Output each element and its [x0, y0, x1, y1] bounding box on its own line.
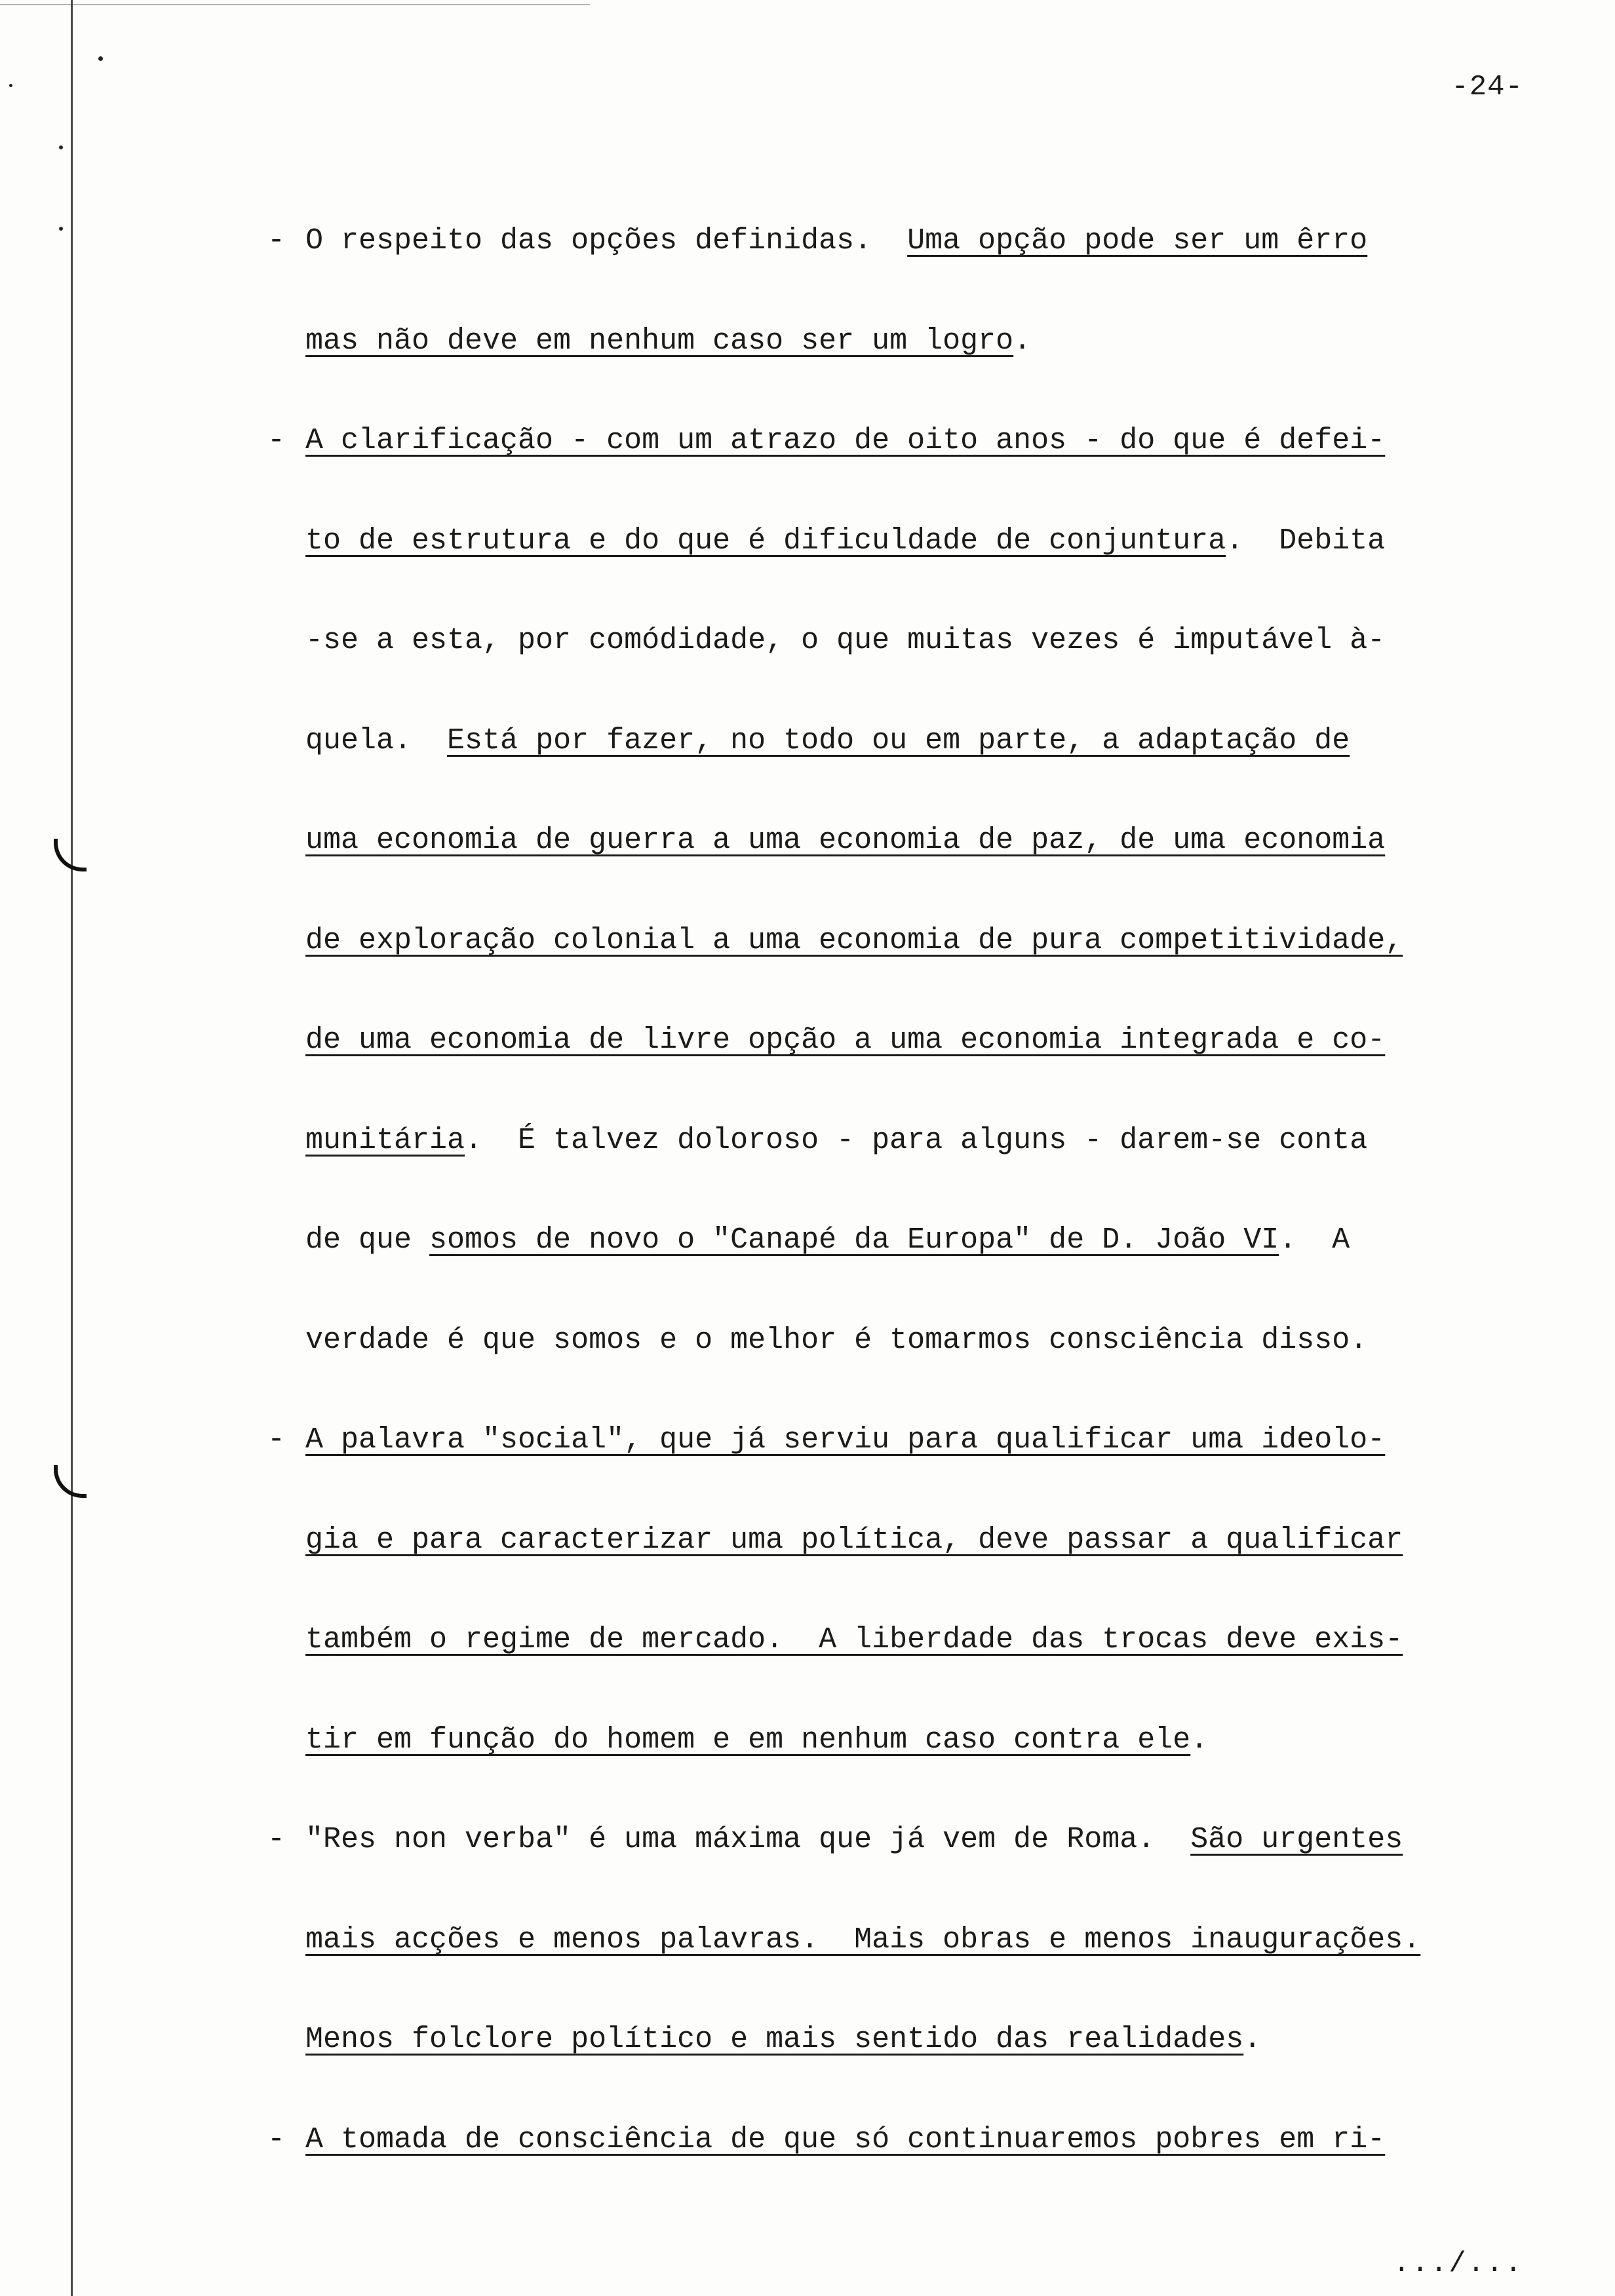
text-segment: .	[1243, 2023, 1262, 2056]
text-line	[305, 423, 1385, 459]
text-line	[305, 1922, 1420, 1959]
text-line	[305, 723, 1350, 759]
page-number: -24-	[1451, 71, 1523, 104]
underlined-text: A tomada de consciência de que só continuaremos pobres em ri-	[305, 2123, 1386, 2156]
bullet-dash: -	[267, 424, 286, 457]
binding-hook-mark	[54, 1465, 87, 1498]
text-segment: "Res non verba" é uma máxima que já vem de Roma.	[305, 1823, 1191, 1856]
underlined-text: de exploração colonial a uma economia de pura competitividade,	[305, 924, 1403, 957]
underlined-text: de uma economia de livre opção a uma economia integrada e co-	[305, 1024, 1386, 1057]
underlined-text: também o regime de mercado. A liberdade das trocas deve exis-	[305, 1623, 1403, 1656]
text-line	[305, 923, 1403, 959]
binding-hook-mark	[54, 839, 87, 871]
text-line	[305, 2122, 1385, 2158]
text-segment: O respeito das opções definidas.	[305, 224, 908, 258]
underlined-text: Uma opção pode ser um êrro	[907, 224, 1368, 258]
underlined-text: mas não deve em nenhum caso ser um logro	[305, 324, 1014, 358]
text-segment: . Debita	[1226, 524, 1386, 558]
underlined-text: A clarificação - com um atrazo de oito anos - do que é defei-	[305, 424, 1386, 457]
text-line	[305, 1422, 1385, 1459]
text-line	[305, 523, 1385, 560]
text-line	[305, 1122, 1367, 1159]
underlined-text: São urgentes	[1190, 1823, 1403, 1856]
text-line	[305, 1822, 1403, 1858]
underlined-text: munitária	[305, 1124, 465, 1157]
text-line	[305, 223, 1367, 259]
underlined-text: Está por fazer, no todo ou em parte, a adaptação de	[447, 724, 1350, 757]
bullet-dash: -	[267, 1823, 286, 1856]
underlined-text: A palavra "social", que já serviu para qualificar uma ideolo-	[305, 1423, 1386, 1457]
margin-dot	[98, 56, 103, 61]
underlined-text: gia e para caracterizar uma política, deve passar a qualificar	[305, 1523, 1403, 1557]
text-segment: . A	[1279, 1223, 1350, 1257]
text-segment: quela.	[305, 724, 448, 757]
margin-rule	[71, 0, 73, 2296]
text-line	[305, 2021, 1261, 2058]
underlined-text: tir em função do homem e em nenhum caso contra ele	[305, 1723, 1191, 1757]
bullet-dash: -	[267, 224, 286, 258]
text-line	[305, 323, 1031, 360]
text-segment: .	[1013, 324, 1032, 358]
margin-dot	[59, 145, 63, 149]
text-line	[305, 1322, 1367, 1359]
text-segment: verdade é que somos e o melhor é tomarmos consciência disso.	[305, 1324, 1368, 1357]
text-segment: de que	[305, 1223, 430, 1257]
text-segment: . É talvez doloroso - para alguns - darem-se conta	[465, 1124, 1368, 1157]
underlined-text: Menos folclore político e mais sentido das realidades	[305, 2023, 1244, 2056]
margin-dot	[59, 227, 63, 231]
text-line	[305, 822, 1385, 859]
underlined-text: uma economia de guerra a uma economia de paz, de uma economia	[305, 824, 1386, 857]
margin-dot	[9, 84, 12, 87]
text-segment: -se a esta, por comódidade, o que muitas vezes é imputável à-	[305, 624, 1386, 657]
underlined-text: somos de novo o "Canapé da Europa" de D. João VI	[429, 1223, 1279, 1257]
bullet-dash: -	[267, 1423, 286, 1457]
continuation-mark: .../...	[1393, 2248, 1523, 2280]
top-edge-rule	[0, 4, 590, 5]
underlined-text: mais acções e menos palavras. Mais obras e menos inaugurações.	[305, 1923, 1421, 1957]
text-segment: .	[1190, 1723, 1209, 1757]
text-line	[305, 622, 1385, 659]
text-line	[305, 1022, 1385, 1059]
text-line	[305, 1622, 1403, 1658]
bullet-dash: -	[267, 2123, 286, 2156]
underlined-text: to de estrutura e do que é dificuldade de conjuntura	[305, 524, 1226, 558]
text-line	[305, 1222, 1350, 1259]
text-line	[305, 1722, 1208, 1759]
text-line	[305, 1522, 1403, 1559]
